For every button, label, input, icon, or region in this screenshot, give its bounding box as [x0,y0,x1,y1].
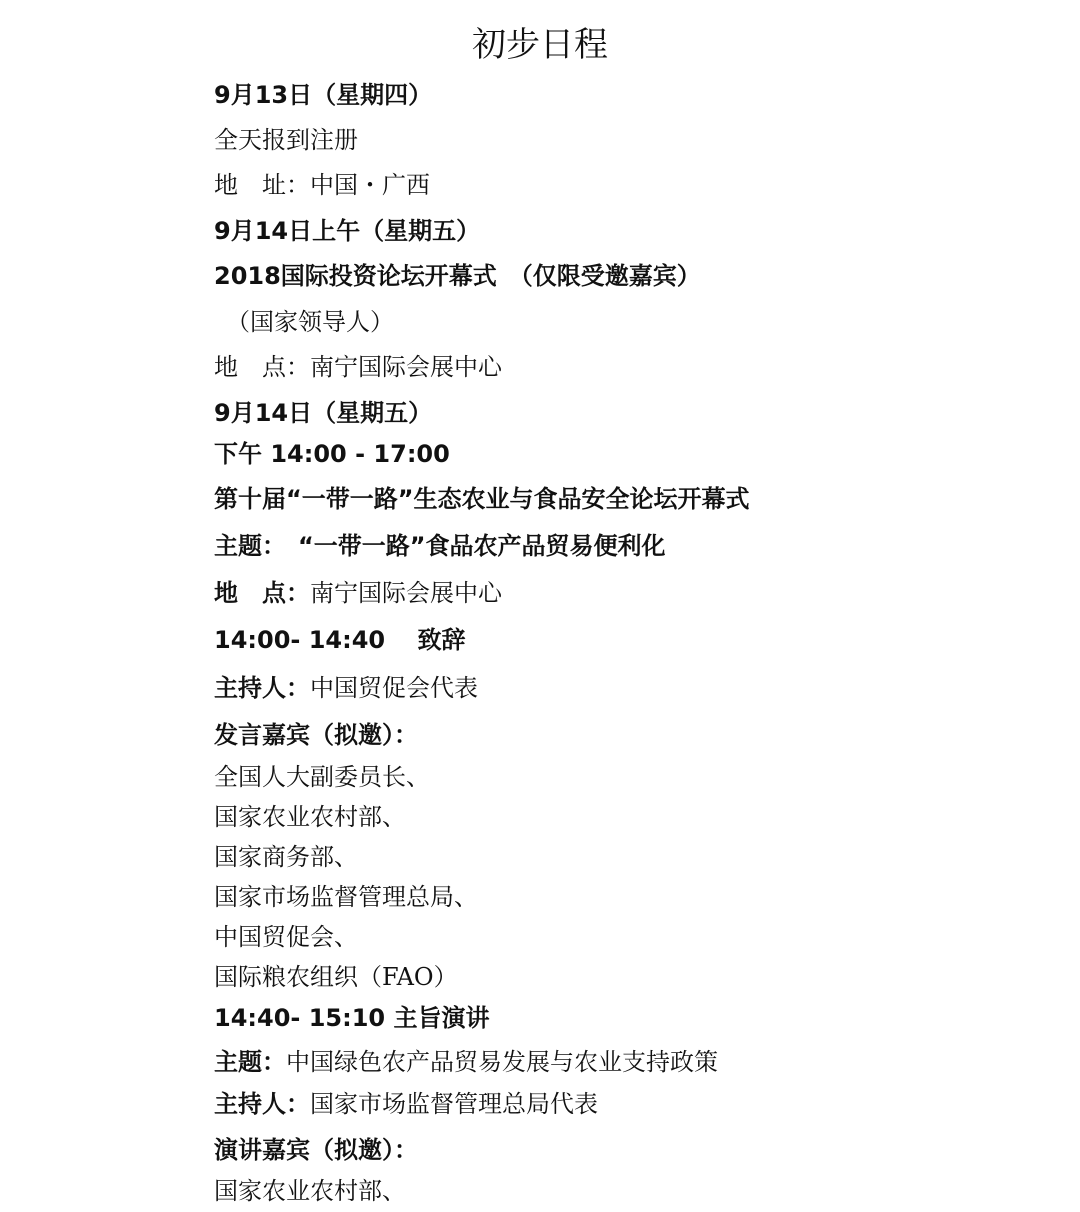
opening-location: 地 点：南宁国际会展中心 [214,353,502,381]
session2-host-value: 国家市场监督管理总局代表 [310,1090,598,1118]
speaker-item: 国家农业农村部、 [214,803,406,831]
opening-forum-note: （国家领导人） [226,308,394,336]
session1-host-value: 中国贸促会代表 [310,674,478,702]
session2-theme-value: 中国绿色农产品贸易发展与农业支持政策 [286,1048,718,1076]
afternoon-time: 下午 14:00 - 17:00 [214,440,450,468]
forum-name: 第十届“一带一路”生态农业与食品安全论坛开幕式 [214,485,750,513]
forum-location [214,577,502,609]
speaker-item: 国家商务部、 [214,843,358,871]
forum-theme: 主题： “一带一路”食品农产品贸易便利化 [214,532,666,560]
session2-speakers-label: 演讲嘉宾（拟邀）： [214,1136,418,1164]
opening-forum-title: 2018国际投资论坛开幕式 （仅限受邀嘉宾） [214,262,701,290]
speaker-item: 国家市场监督管理总局、 [214,883,478,911]
session2-theme [214,1046,718,1078]
session1-host-label: 主持人： [214,674,310,702]
address-line: 地 址：中国・广西 [214,171,430,199]
speaker-item: 国际粮农组织（FAO） [214,963,458,991]
session1-host [214,672,478,704]
speaker-item: 中国贸促会、 [214,923,358,951]
session2-host-label: 主持人： [214,1090,310,1118]
speaker-item: 全国人大副委员长、 [214,763,430,791]
session2-theme-label: 主题： [214,1048,286,1076]
day1-heading: 9月13日（星期四） [214,81,433,109]
day2-am-heading: 9月14日上午（星期五） [214,217,481,245]
day2-heading: 9月14日（星期五） [214,399,433,427]
session1-speakers-label: 发言嘉宾（拟邀）： [214,721,418,749]
registration-text: 全天报到注册 [214,126,358,154]
speaker-item: 国家农业农村部、 [214,1177,406,1205]
forum-location-value: 南宁国际会展中心 [310,579,502,607]
session1-time-title: 14:00- 14:40 致辞 [214,626,466,654]
forum-location-label: 地 点： [214,579,310,607]
session2-time-title: 14:40- 15:10 主旨演讲 [214,1004,490,1032]
page-title: 初步日程 [472,25,608,65]
session2-host [214,1088,598,1120]
